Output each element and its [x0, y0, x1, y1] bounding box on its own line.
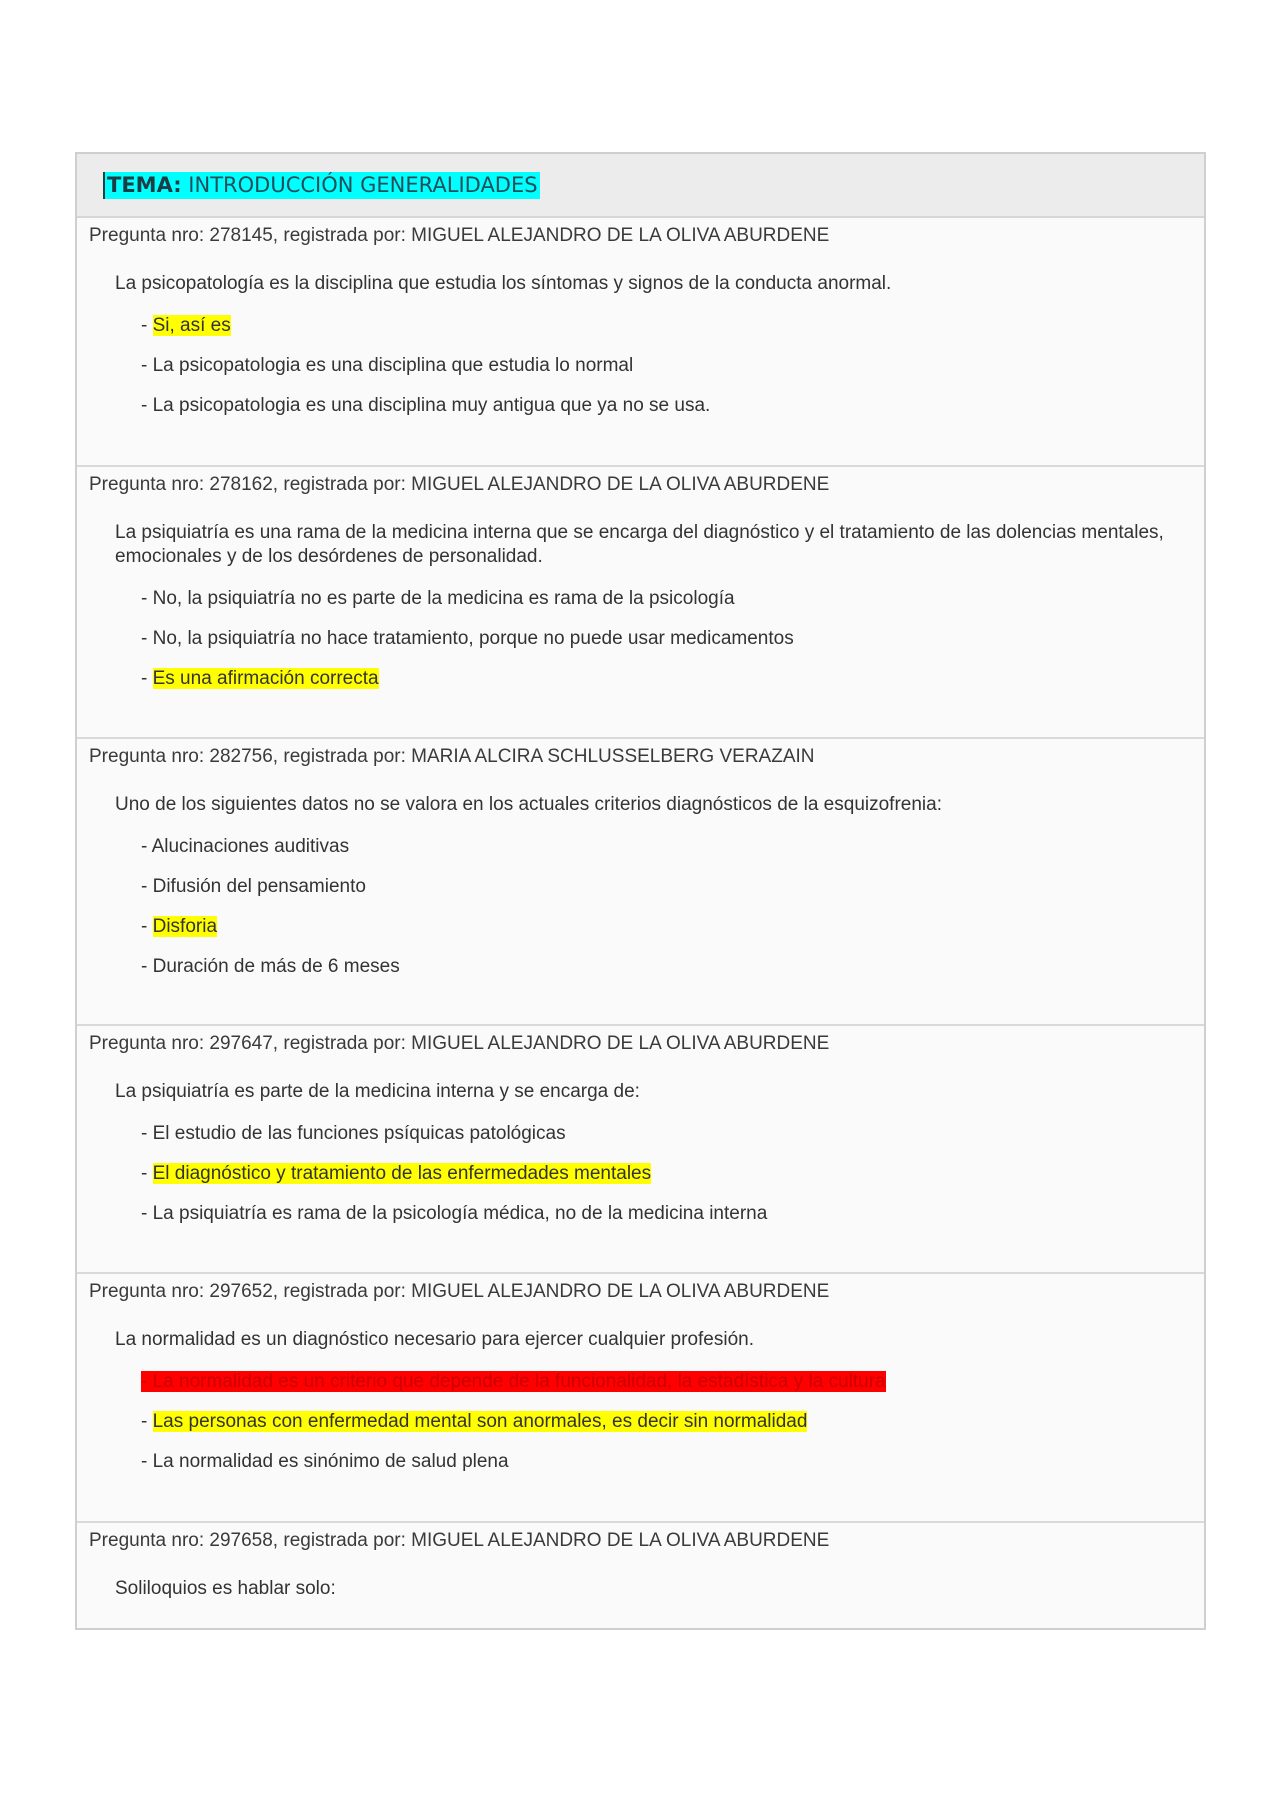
question-block	[77, 467, 1204, 739]
question-text: Uno de los siguientes datos no se valora en los actuales criterios diagnósticos de la esquizofrenia:	[115, 794, 942, 815]
option-text: Alucinaciones auditivas	[151, 836, 350, 857]
option-text: No, la psiquiatría no hace tratamiento, porque no puede usar medicamentos	[152, 628, 794, 649]
option-bullet: -	[141, 956, 153, 977]
option-text: La psiquiatría es rama de la psicología médica, no de la medicina interna	[152, 1203, 768, 1224]
option-bullet: -	[141, 315, 153, 336]
answer-option	[141, 314, 1192, 338]
option-bullet: -	[141, 1451, 153, 1472]
question-text: La normalidad es un diagnóstico necesario para ejercer cualquier profesión.	[115, 1329, 754, 1350]
topic-name: INTRODUCCIÓN GENERALIDADES	[188, 172, 538, 197]
option-text: El diagnóstico y tratamiento de las enfermedades mentales	[152, 1163, 652, 1184]
option-bullet: -	[141, 355, 153, 376]
question-list	[77, 218, 1204, 1628]
answer-options	[141, 314, 1192, 418]
question-meta: Pregunta nro: 297658, registrada por: MIGUEL ALEJANDRO DE LA OLIVA ABURDENE	[89, 1530, 830, 1551]
answer-option	[141, 835, 1192, 859]
question-block	[77, 739, 1204, 1026]
question-meta: Pregunta nro: 278145, registrada por: MIGUEL ALEJANDRO DE LA OLIVA ABURDENE	[89, 225, 830, 246]
answer-option	[141, 1450, 1192, 1474]
option-bullet: -	[141, 876, 153, 897]
answer-option	[141, 915, 1192, 939]
option-text: La psicopatologia es una disciplina que estudia lo normal	[152, 355, 634, 376]
answer-options	[141, 835, 1192, 979]
answer-option	[141, 1370, 1192, 1394]
option-text: Las personas con enfermedad mental son anormales, es decir sin normalidad	[152, 1411, 808, 1432]
answer-option	[141, 875, 1192, 899]
option-text: El estudio de las funciones psíquicas patológicas	[152, 1123, 566, 1144]
question-text: La psicopatología es la disciplina que estudia los síntomas y signos de la conducta anormal.	[115, 273, 892, 294]
question-block	[77, 1026, 1204, 1274]
option-text: Duración de más de 6 meses	[152, 956, 400, 977]
question-meta: Pregunta nro: 297647, registrada por: MIGUEL ALEJANDRO DE LA OLIVA ABURDENE	[89, 1033, 830, 1054]
option-bullet: -	[141, 668, 153, 689]
option-text: No, la psiquiatría no es parte de la medicina es rama de la psicología	[152, 588, 735, 609]
question-sheet	[75, 152, 1206, 1630]
option-text: La normalidad es un criterio que depende de la funcionalidad, la estadística y la cultura	[152, 1371, 886, 1392]
question-block	[77, 218, 1204, 467]
question-meta: Pregunta nro: 278162, registrada por: MIGUEL ALEJANDRO DE LA OLIVA ABURDENE	[89, 474, 830, 495]
topic-header	[77, 154, 1204, 218]
answer-options	[141, 587, 1192, 691]
option-bullet: -	[141, 916, 153, 937]
question-meta: Pregunta nro: 297652, registrada por: MIGUEL ALEJANDRO DE LA OLIVA ABURDENE	[89, 1281, 830, 1302]
answer-option	[141, 667, 1192, 691]
question-block	[77, 1274, 1204, 1523]
answer-option	[141, 1122, 1192, 1146]
question-block	[77, 1523, 1204, 1628]
topic-label: TEMA:	[107, 172, 182, 197]
option-bullet: -	[141, 1123, 153, 1144]
question-text: La psiquiatría es una rama de la medicina interna que se encarga del diagnóstico y el tratamiento de las dolencias mentales, emocionales y de los desórdenes de personalidad.	[115, 522, 1164, 567]
option-bullet: -	[141, 836, 152, 857]
answer-option	[141, 587, 1192, 611]
answer-option	[141, 1202, 1192, 1226]
question-meta: Pregunta nro: 282756, registrada por: MARIA ALCIRA SCHLUSSELBERG VERAZAIN	[89, 746, 815, 767]
option-bullet: -	[141, 1203, 153, 1224]
answer-option	[141, 955, 1192, 979]
option-bullet: -	[141, 1411, 153, 1432]
option-text: Es una afirmación correcta	[152, 668, 379, 689]
answer-option	[141, 1410, 1192, 1434]
option-text: La normalidad es sinónimo de salud plena	[152, 1451, 509, 1472]
option-bullet: -	[141, 628, 153, 649]
option-bullet: -	[141, 588, 153, 609]
answer-option	[141, 354, 1192, 378]
option-text: La psicopatologia es una disciplina muy antigua que ya no se usa.	[152, 395, 711, 416]
answer-options	[141, 1370, 1192, 1474]
option-text: Si, así es	[152, 315, 231, 336]
answer-options	[141, 1122, 1192, 1226]
option-text: Difusión del pensamiento	[152, 876, 366, 897]
option-bullet: -	[141, 1163, 153, 1184]
option-text: Disforia	[152, 916, 218, 937]
option-bullet: -	[141, 1371, 153, 1392]
answer-option	[141, 627, 1192, 651]
option-bullet: -	[141, 395, 153, 416]
question-text: La psiquiatría es parte de la medicina interna y se encarga de:	[115, 1081, 640, 1102]
answer-option	[141, 1162, 1192, 1186]
answer-option	[141, 394, 1192, 418]
topic-title	[103, 172, 540, 199]
question-text: Soliloquios es hablar solo:	[115, 1578, 336, 1599]
